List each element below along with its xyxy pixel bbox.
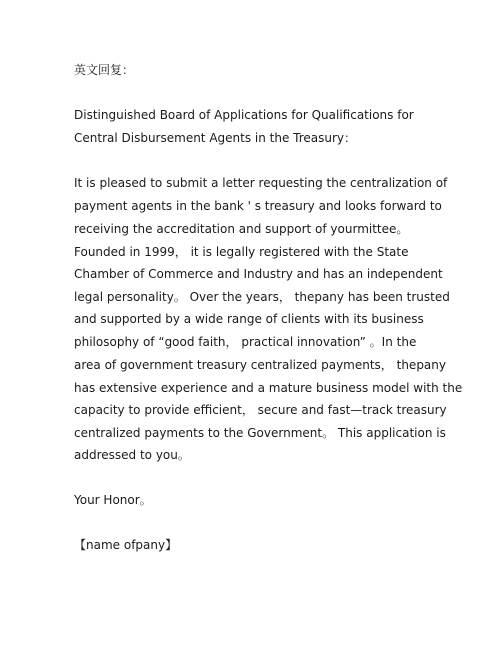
closing: Your Honor。: [74, 493, 152, 507]
body-line-4: Founded in 1999， it is legally registered with the State: [74, 245, 409, 259]
body-line-8: philosophy of “good faith， practical innovation” 。In the: [74, 335, 417, 349]
heading: 英文回复：: [74, 63, 135, 77]
body-line-7: and supported by a wide range of clients with its business: [74, 312, 424, 326]
salutation-line-1: Distinguished Board of Applications for Qualifications for: [74, 108, 414, 122]
body-line-2: payment agents in the bank ' s treasury and looks forward to: [74, 199, 442, 213]
body-line-11: capacity to provide efficient， secure and fast—track treasury: [74, 403, 447, 417]
body-line-12: centralized payments to the Government。 This application is: [74, 426, 446, 440]
body-line-13: addressed to you。: [74, 448, 190, 462]
body-line-10: has extensive experience and a mature business model with the: [74, 381, 463, 395]
body-line-5: Chamber of Commerce and Industry and has an independent: [74, 267, 443, 281]
body-line-1: It is pleased to submit a letter requesting the centralization of: [74, 176, 448, 190]
salutation-line-2: Central Disbursement Agents in the Treasury：: [74, 131, 357, 145]
body-line-6: legal personality。 Over the years， thepany has been trusted: [74, 290, 450, 304]
signature: 【name ofpany】: [74, 538, 178, 552]
body-line-3: receiving the accreditation and support of yourmittee。: [74, 222, 409, 236]
body-line-9: area of government treasury centralized payments， thepany: [74, 358, 446, 372]
